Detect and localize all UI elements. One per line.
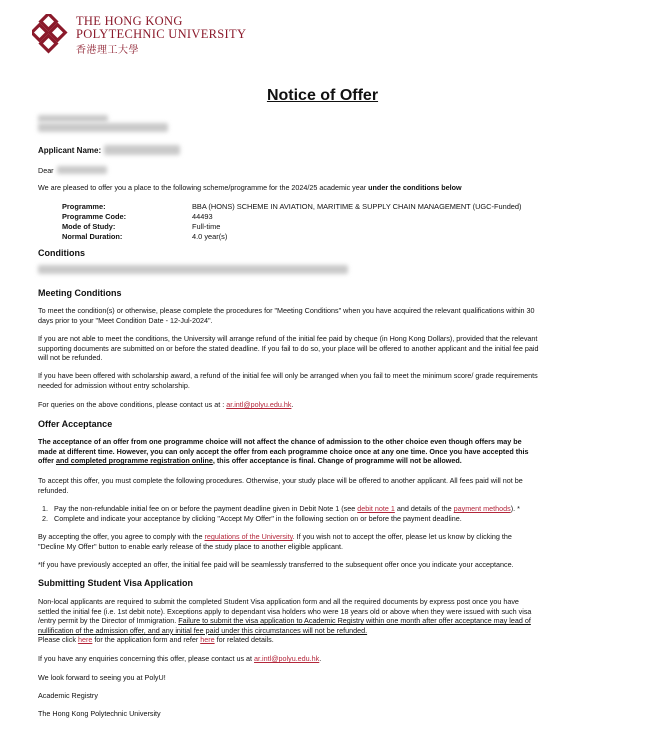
offer-bold-paragraph: The acceptance of an offer from one programme choice will not affect the chance of admission to the other choice even though offers may be made at different time. However, you can only accept the offer from each programme choice once at any one time. Once you have accepted this offer and completed programme registration online, this offer acceptance is final. Change of programme will not be allowed. — [38, 437, 529, 466]
signature-registry: Academic Registry — [38, 691, 98, 700]
email-link[interactable]: ar.intl@polyu.edu.hk — [226, 400, 292, 409]
closing-line: We look forward to seeing you at PolyU! — [38, 673, 166, 682]
visa-paragraph: Non-local applicants are required to submit the completed Student Visa application form and all the required documents by express post once you have settled the initial fee (i.e. 1st debit note). Exceptions apply to dependant visa holders who were 18 years old or above when they were issued with such visa /entry permit by the Director of Immigration. Failure to submit the visa application to Academic Registry within one month after offer acceptance may lead of nullification of the admission offer, and any initial fee paid under this circumstances will not be refunded. Please click here for the application form and refer here for related details. — [38, 597, 532, 645]
normal-duration-label: Normal Duration: — [62, 232, 123, 241]
payment-methods-link[interactable]: payment methods — [453, 504, 511, 513]
conditions-heading: Conditions — [38, 248, 85, 258]
enquiry-text: If you have any enquiries concerning this offer, please contact us at ar.intl@polyu.edu.hk. — [38, 654, 322, 663]
meeting-contact: For queries on the above conditions, please contact us at : ar.intl@polyu.edu.hk. — [38, 400, 294, 409]
offer-step-2: 2. Complete and indicate your acceptance by clicking "Accept My Offer" in the following section on or before the payment deadline. — [42, 514, 462, 523]
normal-duration-value: 4.0 year(s) — [192, 232, 228, 241]
polyu-logo-icon — [32, 14, 72, 54]
university-name-zh: 香港理工大學 — [76, 45, 139, 56]
mode-of-study-value: Full-time — [192, 222, 221, 231]
programme-label: Programme: — [62, 202, 106, 211]
visa-heading: Submitting Student Visa Application — [38, 578, 194, 588]
meeting-paragraph-2: If you are not able to meet the conditions, the University will arrange refund of the initial fee paid by cheque (in Hong Kong Dollars), provided that the relevant supporting documents are submitted on or before the stated deadline. If you fail to do so, your place will be offered to another applicant and the initial fee paid will not be refunded. — [38, 334, 539, 363]
university-name-line1: THE HONG KONG — [76, 14, 183, 28]
offer-step-1: 1. Pay the non-refundable initial fee on or before the payment deadline given in Debit Note 1 (see debit note 1 and details of the payment methods). * — [42, 504, 520, 513]
offer-paragraph-1: To accept this offer, you must complete the following procedures. Otherwise, your study place will be offered to another applicant. All fees paid will not be refunded. — [38, 476, 523, 495]
redacted-block — [38, 123, 168, 132]
redacted-name — [57, 166, 107, 174]
offer-paragraph-2: By accepting the offer, you agree to comply with the regulations of the University. If you wish not to accept the offer, please let us know by clicking the "Decline My Offer" button to enable early release of the study place to another eligible applicant. — [38, 532, 512, 551]
university-name-line2: POLYTECHNIC UNIVERSITY — [76, 27, 247, 41]
salutation: Dear — [38, 166, 54, 175]
meeting-paragraph-1: To meet the condition(s) or otherwise, please complete the procedures for "Meeting Conditions" when you have acquired the relevant qualifications within 30 days prior to your "Meet Condition Date - 12-Jul-2024". — [38, 306, 535, 325]
university-name-en — [76, 15, 246, 41]
meeting-conditions-heading: Meeting Conditions — [38, 288, 122, 298]
intro-text: We are pleased to offer you a place to the following scheme/programme for the 2024/25 academic year under the conditions below — [38, 183, 462, 192]
redacted-conditions — [38, 265, 348, 274]
enquiry-email-link[interactable]: ar.intl@polyu.edu.hk — [254, 654, 320, 663]
redacted-applicant-name — [104, 145, 180, 155]
applicant-name-label: Applicant Name: — [38, 146, 102, 155]
programme-code-label: Programme Code: — [62, 212, 127, 221]
programme-value: BBA (HONS) SCHEME IN AVIATION, MARITIME & SUPPLY CHAIN MANAGEMENT (UGC-Funded) — [192, 202, 522, 211]
application-form-link[interactable]: here — [77, 635, 93, 645]
debit-note-link[interactable]: debit note 1 — [357, 504, 395, 513]
mode-of-study-label: Mode of Study: — [62, 222, 116, 231]
offer-acceptance-heading: Offer Acceptance — [38, 419, 113, 429]
offer-paragraph-3: *If you have previously accepted an offer, the initial fee paid will be seamlessly transferred to the subsequent offer once you indicate your acceptance. — [38, 560, 514, 569]
meeting-paragraph-3: If you have been offered with scholarship award, a refund of the initial fee will only be arranged when you fail to meet the minimum score/ grade requirements needed for admission without entry scholarship. — [38, 371, 538, 390]
page-title: Notice of Offer — [266, 87, 379, 104]
related-details-link[interactable]: here — [200, 635, 215, 645]
redacted-block — [38, 115, 108, 122]
regulations-link[interactable]: regulations of the University — [204, 532, 293, 541]
signature-university: The Hong Kong Polytechnic University — [38, 709, 161, 718]
programme-code-value: 44493 — [192, 212, 213, 221]
